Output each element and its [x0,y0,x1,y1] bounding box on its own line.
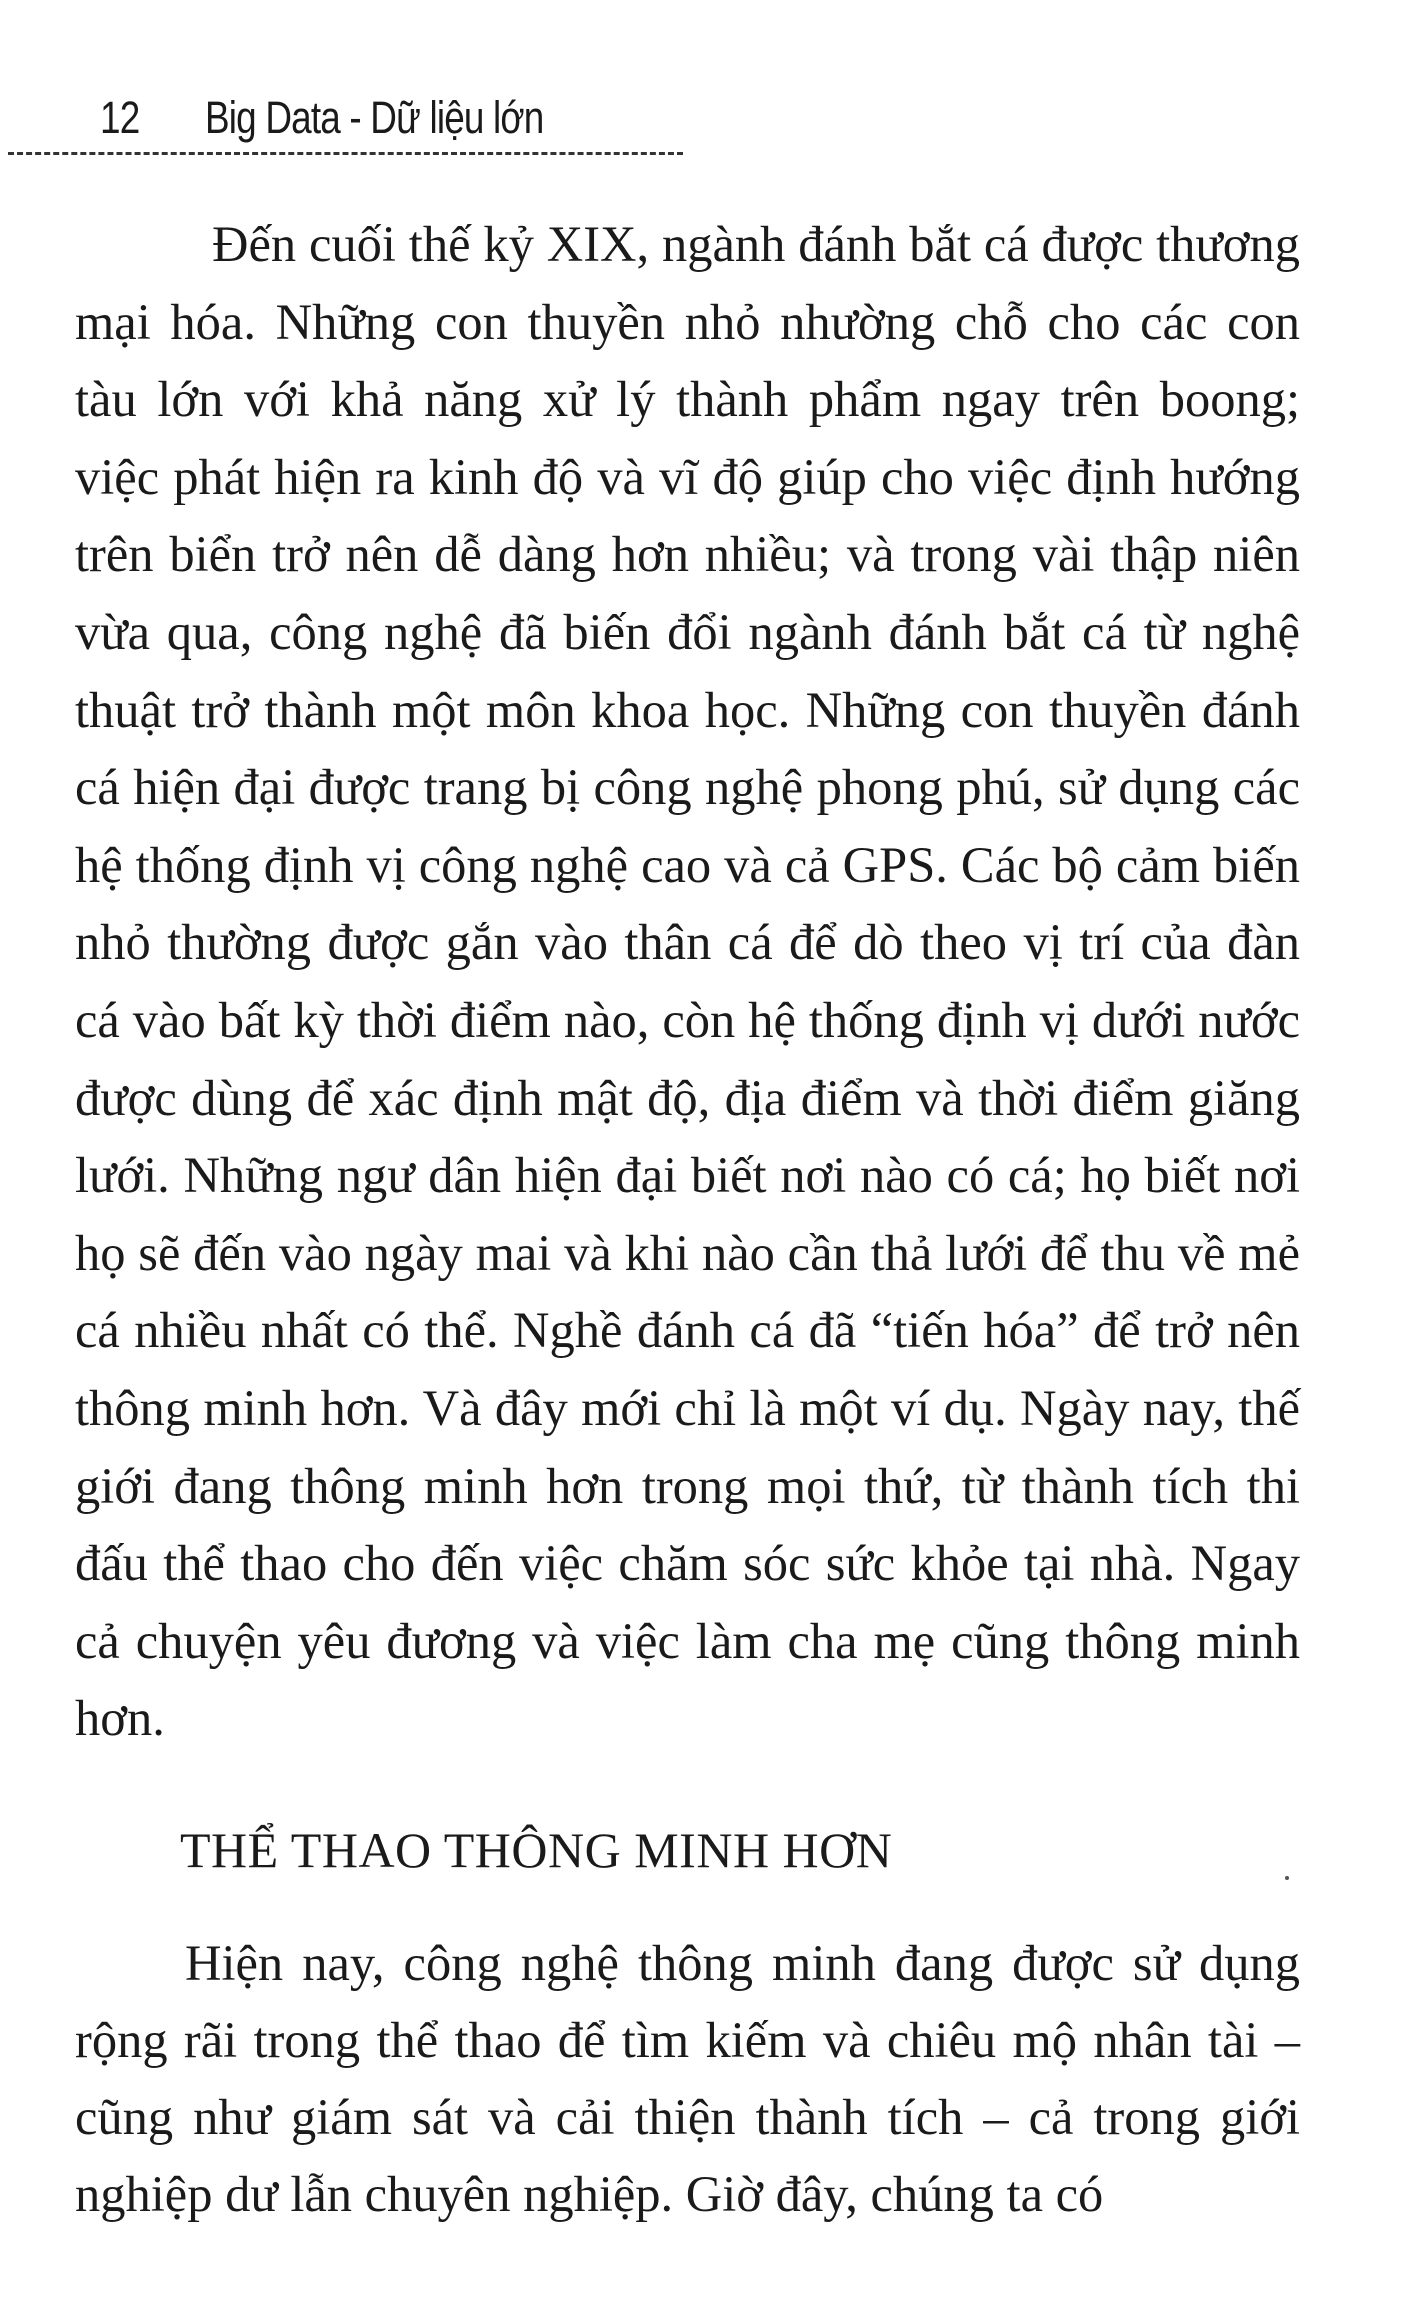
body-text [75,206,1300,1758]
print-speck [1285,1876,1289,1880]
paragraph: Đến cuối thế kỷ XIX, ngành đánh bắt cá được thương mại hóa. Những con thuyền nhỏ nhường chỗ cho các con tàu lớn với khả năng xử lý thành phẩm ngay trên boong; việc phát hiện ra kinh độ và vĩ độ giúp cho việc định hướng trên biển trở nên dễ dàng hơn nhiều; và trong vài thập niên vừa qua, công nghệ đã biến đổi ngành đánh bắt cá từ nghệ thuật trở thành một môn khoa học. Những con thuyền đánh cá hiện đại được trang bị công nghệ phong phú, sử dụng các hệ thống định vị công nghệ cao và cả GPS. Các bộ cảm biến nhỏ thường được gắn vào thân cá để dò theo vị trí của đàn cá vào bất kỳ thời điểm nào, còn hệ thống định vị dưới nước được dùng để xác định mật độ, địa điểm và thời điểm giăng lưới. Những ngư dân hiện đại biết nơi nào có cá; họ biết nơi họ sẽ đến vào ngày mai và khi nào cần thả lưới để thu về mẻ cá nhiều nhất có thể. Nghề đánh cá đã “tiến hóa” để trở nên thông minh hơn. Và đây mới chỉ là một ví dụ. Ngày nay, thế giới đang thông minh hơn trong mọi thứ, từ thành tích thi đấu thể thao cho đến việc chăm sóc sức khỏe tại nhà. Ngay cả chuyện yêu đương và việc làm cha mẹ cũng thông minh hơn. [75,216,1300,1747]
header-divider [8,152,683,155]
paragraph: Hiện nay, công nghệ thông minh đang được sử dụng rộng rãi trong thể thao để tìm kiếm và chiêu mộ nhân tài – cũng như giám sát và cải thiện thành tích – cả trong giới nghiệp dư lẫn chuyên nghiệp. Giờ đây, chúng ta có [75,1935,1300,2222]
book-title: Big Data - Dữ liệu lớn [205,92,544,143]
page-number: 12 [100,92,140,143]
section-heading: THỂ THAO THÔNG MINH HƠN [180,1822,893,1878]
running-header [100,92,544,144]
section-text [75,1925,1300,2233]
